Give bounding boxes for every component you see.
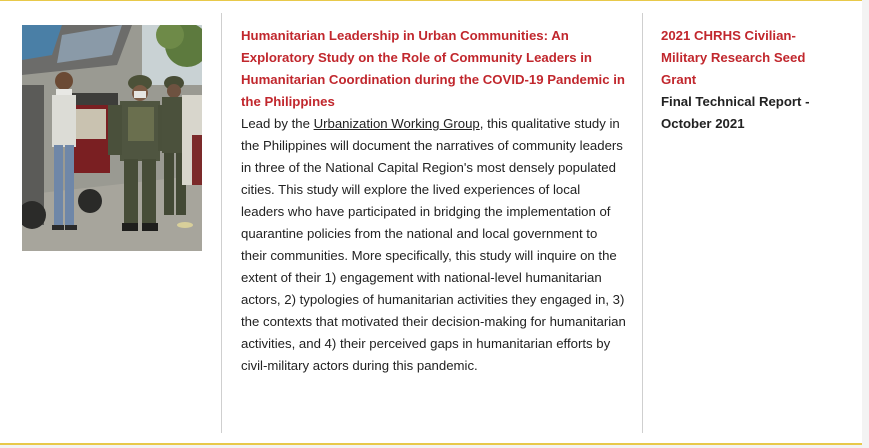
article-body-text: , this qualitative study in the Philippines will document the narratives of community leaders in three of the National Capital Region's most densely populated cities. This study will explore the lived experiences of local leaders who have participated in bridging the implementation of quarantine policies from the national and local government to their communities. More specifically, this study will inquire on the extent of their 1) engagement with national-level humanitarian actors, 2) typologies of humanitarian activities they engaged in, 3) the contexts that motivated their decision-making for humanitarian activities, and 4) their perceived gaps in humanitarian efforts by civil-military actors during this pandemic. <box>241 116 626 373</box>
article-main-column <box>241 25 626 377</box>
article-body-intro: Lead by the <box>241 116 314 131</box>
article-sidebar <box>661 25 841 135</box>
article-description <box>241 113 626 377</box>
grant-label: 2021 CHRHS Civilian-Military Research Seed Grant <box>661 28 806 87</box>
final-report-label[interactable]: Final Technical Report - October 2021 <box>661 94 810 131</box>
article-photo <box>22 25 202 251</box>
urbanization-working-group-link[interactable]: Urbanization Working Group <box>313 116 480 131</box>
column-divider-right <box>642 13 643 433</box>
article-title[interactable]: Humanitarian Leadership in Urban Communities: An Exploratory Study on the Role of Community Leaders in Humanitarian Coordination during the COVID-19 Pandemic in the Philippines <box>241 28 625 109</box>
column-divider-left <box>221 13 222 433</box>
